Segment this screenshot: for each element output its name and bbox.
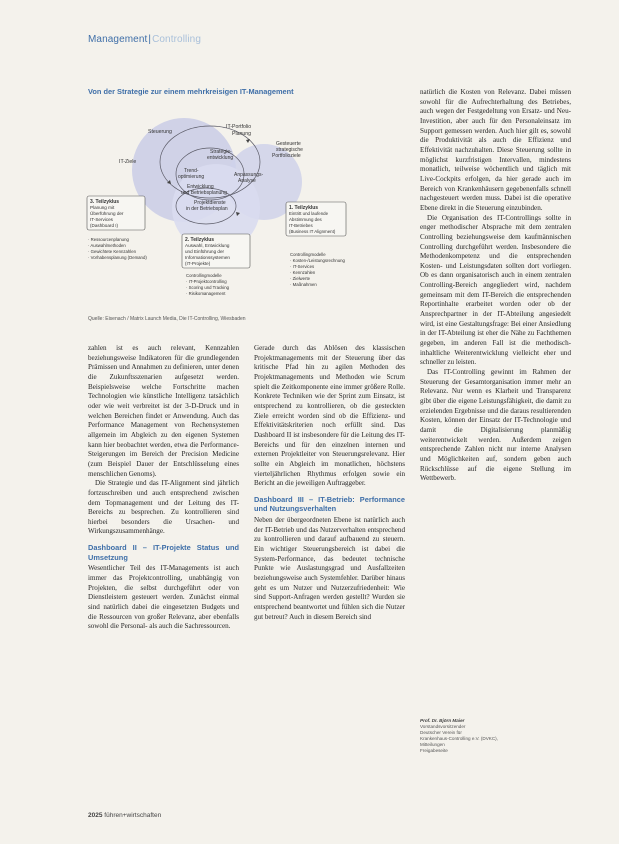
t2-bullet2: · IT-Projektcontrolling (186, 279, 227, 284)
author-line: Freigabeseite (420, 748, 448, 753)
author-line: Krankenhaus-Controlling e.V. (DVKC), (420, 736, 498, 741)
label-trend: Trend- (184, 168, 199, 174)
t1-line3: IT-Betriebes (289, 223, 313, 228)
label-strategische: strategische (276, 147, 303, 153)
label-strategie: Strategie- (210, 149, 232, 155)
paragraph: Die Organisation des IT-Controllings sollte in enger methodischer Absprache mit dem zentralen Controlling beziehungsweise dem kaufmännischen Controlling durchgeführt werden. Insbesondere die Methodenkompetenz und die entsprechenden Kosten- und Leistungsdaten sollten dort vorliegen. Ob es dann organisatorisch auch in einem zentralen Controlling-Bereich angegliedert wird, nachdem gemeinsam mit dem IT-Bereich die entsprechenden Reportinhalte erarbeitet worden oder ob der Ansprechpartner in der IT-Abteilung angesiedelt wird, ist eine Gestaltungsfrage: Bei einer Ansiedlung in der IT-Abteilung ist eher die Nähe zu Fachthemen gegeben, im anderen Fall ist die methodisch-inhaltliche Weiterentwicklung vielleicht eher und schneller zu leisten. (420, 213, 571, 367)
t3-bullet2: · Auswahlmethoden (88, 243, 126, 248)
subheading-dashboard-2: Dashboard II – IT-Projekte Status und Umsetzung (88, 543, 239, 562)
t3-title: 3. Teilzyklus (90, 199, 120, 205)
subheading-dashboard-3: Dashboard III – IT-Betrieb: Performance und Nutzungsverhalten (254, 494, 405, 514)
label-anpassungs: Anpassungs- (234, 172, 264, 178)
arrowhead (246, 139, 250, 143)
author-line: Vorstandsvorsitzender (420, 724, 466, 729)
label-steuerung: Steuerung (148, 129, 172, 135)
t3-bullet3: · Gewichtete Kennzahlen (88, 249, 137, 254)
text-column-1 (88, 344, 239, 632)
author-line: Mitteilungen (420, 742, 445, 747)
label-projektdienste: Projektdienste (194, 200, 226, 206)
t2-bullet1: Controllingmodelle (186, 273, 222, 278)
author-box (420, 718, 498, 754)
t1-bullet2: · Kosten-/Leistungsrechnung (290, 258, 345, 263)
label-entwicklung: entwicklung (207, 155, 234, 161)
t1-bullet5: · Zielwerte (290, 276, 311, 281)
t3-bullet1: · Ressourcenplanung (88, 237, 129, 242)
paragraph: natürlich die Kosten von Relevanz. Dabei müssen sowohl für die Aufrechterhaltung des Betriebes, auch wegen der Festgedeltung von Ersatz- und Neu-Investition, aber auch für den Personaleinsatz im Support gemessen werden. Auch hier gilt es, sowohl die Produktivität als auch die Effizienz und Effektivität nachzuhalten. Diese Steuerung sollte in möglichst kurzfristigen Intervallen, mindestens monatlich, teilweise wöchentlich und täglich mit Live-Cockpits erfolgen, da hier gerade auch im Bereich von Krankenhäusern gegebenenfalls schnell nachgesteuert werden muss. Dabei ist die operative Ebene direkt in die Steuerung einzubinden. (420, 88, 571, 212)
t1-bullet3: · IT-Services (290, 264, 315, 269)
section-name: Management (88, 34, 148, 45)
label-it-ziele: IT-Ziele (119, 159, 137, 165)
t1-bullet1: Controllingmodelle (290, 252, 326, 257)
t3-line4: (Dashboard I) (90, 223, 119, 228)
paragraph: Gerade durch das Ablösen des klassischen Projektmanagements mit der Steuerung über das kritische Pfad hin zu agilen Methoden des Projektmanagements und Methoden wie Scrum spielt die Zeitkomponente eine immer größere Rolle. Konkrete Techniken wie der Sprint zum Einsatz, ist entsprechend zu kontrollieren, ob die gesteckten Ziele erreicht worden sind ob die Effizienz- und Effektivitätskriterien noch erfüllt sind. Das Dashboard II ist insbesondere für die Leitung des IT-Bereichs und für den einzelnen internen und externen Projektleiter von Steuerungsrelevanz. Hier sollte ein Abgleich im monatlichen, höchstens vierteljährlichen Rhythmus erfolgen sowie ein Bericht an die jeweiligen Auftraggeber. (254, 344, 405, 488)
label-analyse: Analyse (238, 178, 256, 184)
page-footer (88, 812, 161, 819)
label-betriebsplan: in der Betriebsplan (186, 206, 228, 212)
t1-title: 1. Teilzyklus (289, 205, 319, 211)
page-number: 2025 (88, 812, 103, 819)
t1-bullet4: · Kennzahlen (290, 270, 316, 275)
label-betriebsplanung: und Betriebsplanung (181, 190, 227, 196)
text-column-3 (420, 88, 571, 484)
t3-bullet4: · Vorhabensplanung (Demand) (88, 255, 147, 260)
t2-line2: und Einführung der (185, 249, 225, 254)
paragraph: Wesentlicher Teil des IT-Managements ist auch immer das Projektcontrolling, unabhängig von Projekten, die selbst durchgeführt oder von Dienstleistern gesteuert werden. Zunächst einmal sind natürlich dabei die eingesetzten Budgets und die Ressourcen von großer Relevanz, aber ebenfalls sowohl die Personal- als auch die Sachressourcen. (88, 564, 239, 631)
t2-line1: Auswahl, Entwicklung (185, 243, 230, 248)
t2-bullet4: · Risikomanagement (186, 291, 226, 296)
t3-line3: IT-Services (90, 217, 113, 222)
author-line: Deutscher Verein für (420, 730, 462, 735)
t2-title: 2. Teilzyklus (185, 237, 215, 243)
t1-line4: (Business IT Alignment) (289, 229, 336, 234)
header-separator: | (148, 34, 152, 45)
label-portfolioziele: Portfolioziele (272, 153, 301, 159)
label-entwicklung-und: Entwicklung (187, 184, 214, 190)
t3-line1: Planung mit (90, 205, 115, 210)
label-gesteuerte: Gesteuerte (276, 141, 301, 147)
label-planung: Planung (232, 131, 252, 137)
paragraph: Neben der übergeordneten Ebene ist natürlich auch der IT-Betrieb und das Nutzerverhalten entsprechend zu kontrollieren und darauf aufbauend zu steuern. Ein wichtiger Steuerungsbereich ist dabei die System-Performance, das bedeutet technische Punkte wie Auslastungsgrad und Ausfallzeiten beziehungsweise auch Systemfehler. Darüber hinaus geht es um Nutzer und Nutzerzufriedenheit: Wie sind Support-Anfragen werden gestellt? Wurden sie entsprechend beantwortet und fühlen sich die Nutzer gut betreut? Auch in diesem Bereich sind (254, 516, 405, 621)
label-it-portfolio: IT-Portfolio (226, 124, 252, 130)
paragraph: zahlen ist es auch relevant, Kennzahlen beziehungsweise Indikatoren für die grundlegenden Prämissen und Annahmen zu definieren, unter denen die Zukunftsszenarien aufgesetzt werden. Beispielsweise welche Fortschritte machen Technologien wie künstliche Intelligenz tatsächlich oder wie weit verbreitet ist der 3-D-Druck und in welchen Bereichen findet er Anwendung. Auch das Performance Management von Rechensystemen allgemein im Abgleich zu den eigenen Systemen kann hier beobachtet werden, etwa die Performance-Steigerungen im Bereich der Precision Medicine (zum Beispiel Dauer der Entschlüsselung eines menschlichen Genoms). (88, 344, 239, 478)
magazine-name: führen+wirtschaften (104, 812, 162, 819)
figure-title: Von der Strategie zur einem mehrkreisigen IT-Management (88, 87, 294, 96)
t2-line3: Informationssystemen (185, 255, 230, 260)
t2-bullet3: · Scoring und Tracking (186, 285, 229, 290)
t1-line1: Eintritt und laufende (289, 211, 329, 216)
section-sub: Controlling (152, 34, 201, 45)
figure-caption: Quelle: Eisenach / Matrix Launch Media, Die IT-Controlling, Wiesbaden (88, 316, 246, 322)
it-management-cycle-diagram (86, 100, 348, 312)
section-header (88, 34, 201, 45)
t2-line4: (IT-Projekte) (185, 261, 211, 266)
t3-line2: Überführung der (90, 211, 124, 216)
paragraph: Die Strategie und das IT-Alignment sind jährlich fortzuschreiben und auch entsprechend zwischen dem Topmanagement und der Leitung des IT-Bereichs zu besprechen. Zu kontrollieren sind hierbei besonders die Ursachen- und Wirkungszusammenhänge. (88, 479, 239, 536)
label-optimierung: optimierung (178, 174, 205, 180)
text-column-2 (254, 344, 405, 622)
t1-line2: Abstimmung des (289, 217, 322, 222)
author-name: Prof. Dr. Björn Maier (420, 718, 465, 723)
paragraph: Das IT-Controlling gewinnt im Rahmen der Steuerung der Gesamtorganisation immer mehr an Relevanz. Nur wenn es Klarheit und Transparenz gibt über die eigene Leistungsfähigkeit, die damit zu erzielenden Ergebnisse und die daraus resultierenden Kosten, können der Einsatz der IT-Technologie und damit die Digitalisierung planmäßig weiterentwickelt werden. Außerdem zeigen entsprechende Zahlen nicht nur interne Analysen und Möglichkeiten auf, sondern geben auch Rückschlüsse auf die eigene Stellung im Wettbewerb. (420, 368, 571, 483)
t1-bullet6: · Maßnahmen (290, 282, 317, 287)
